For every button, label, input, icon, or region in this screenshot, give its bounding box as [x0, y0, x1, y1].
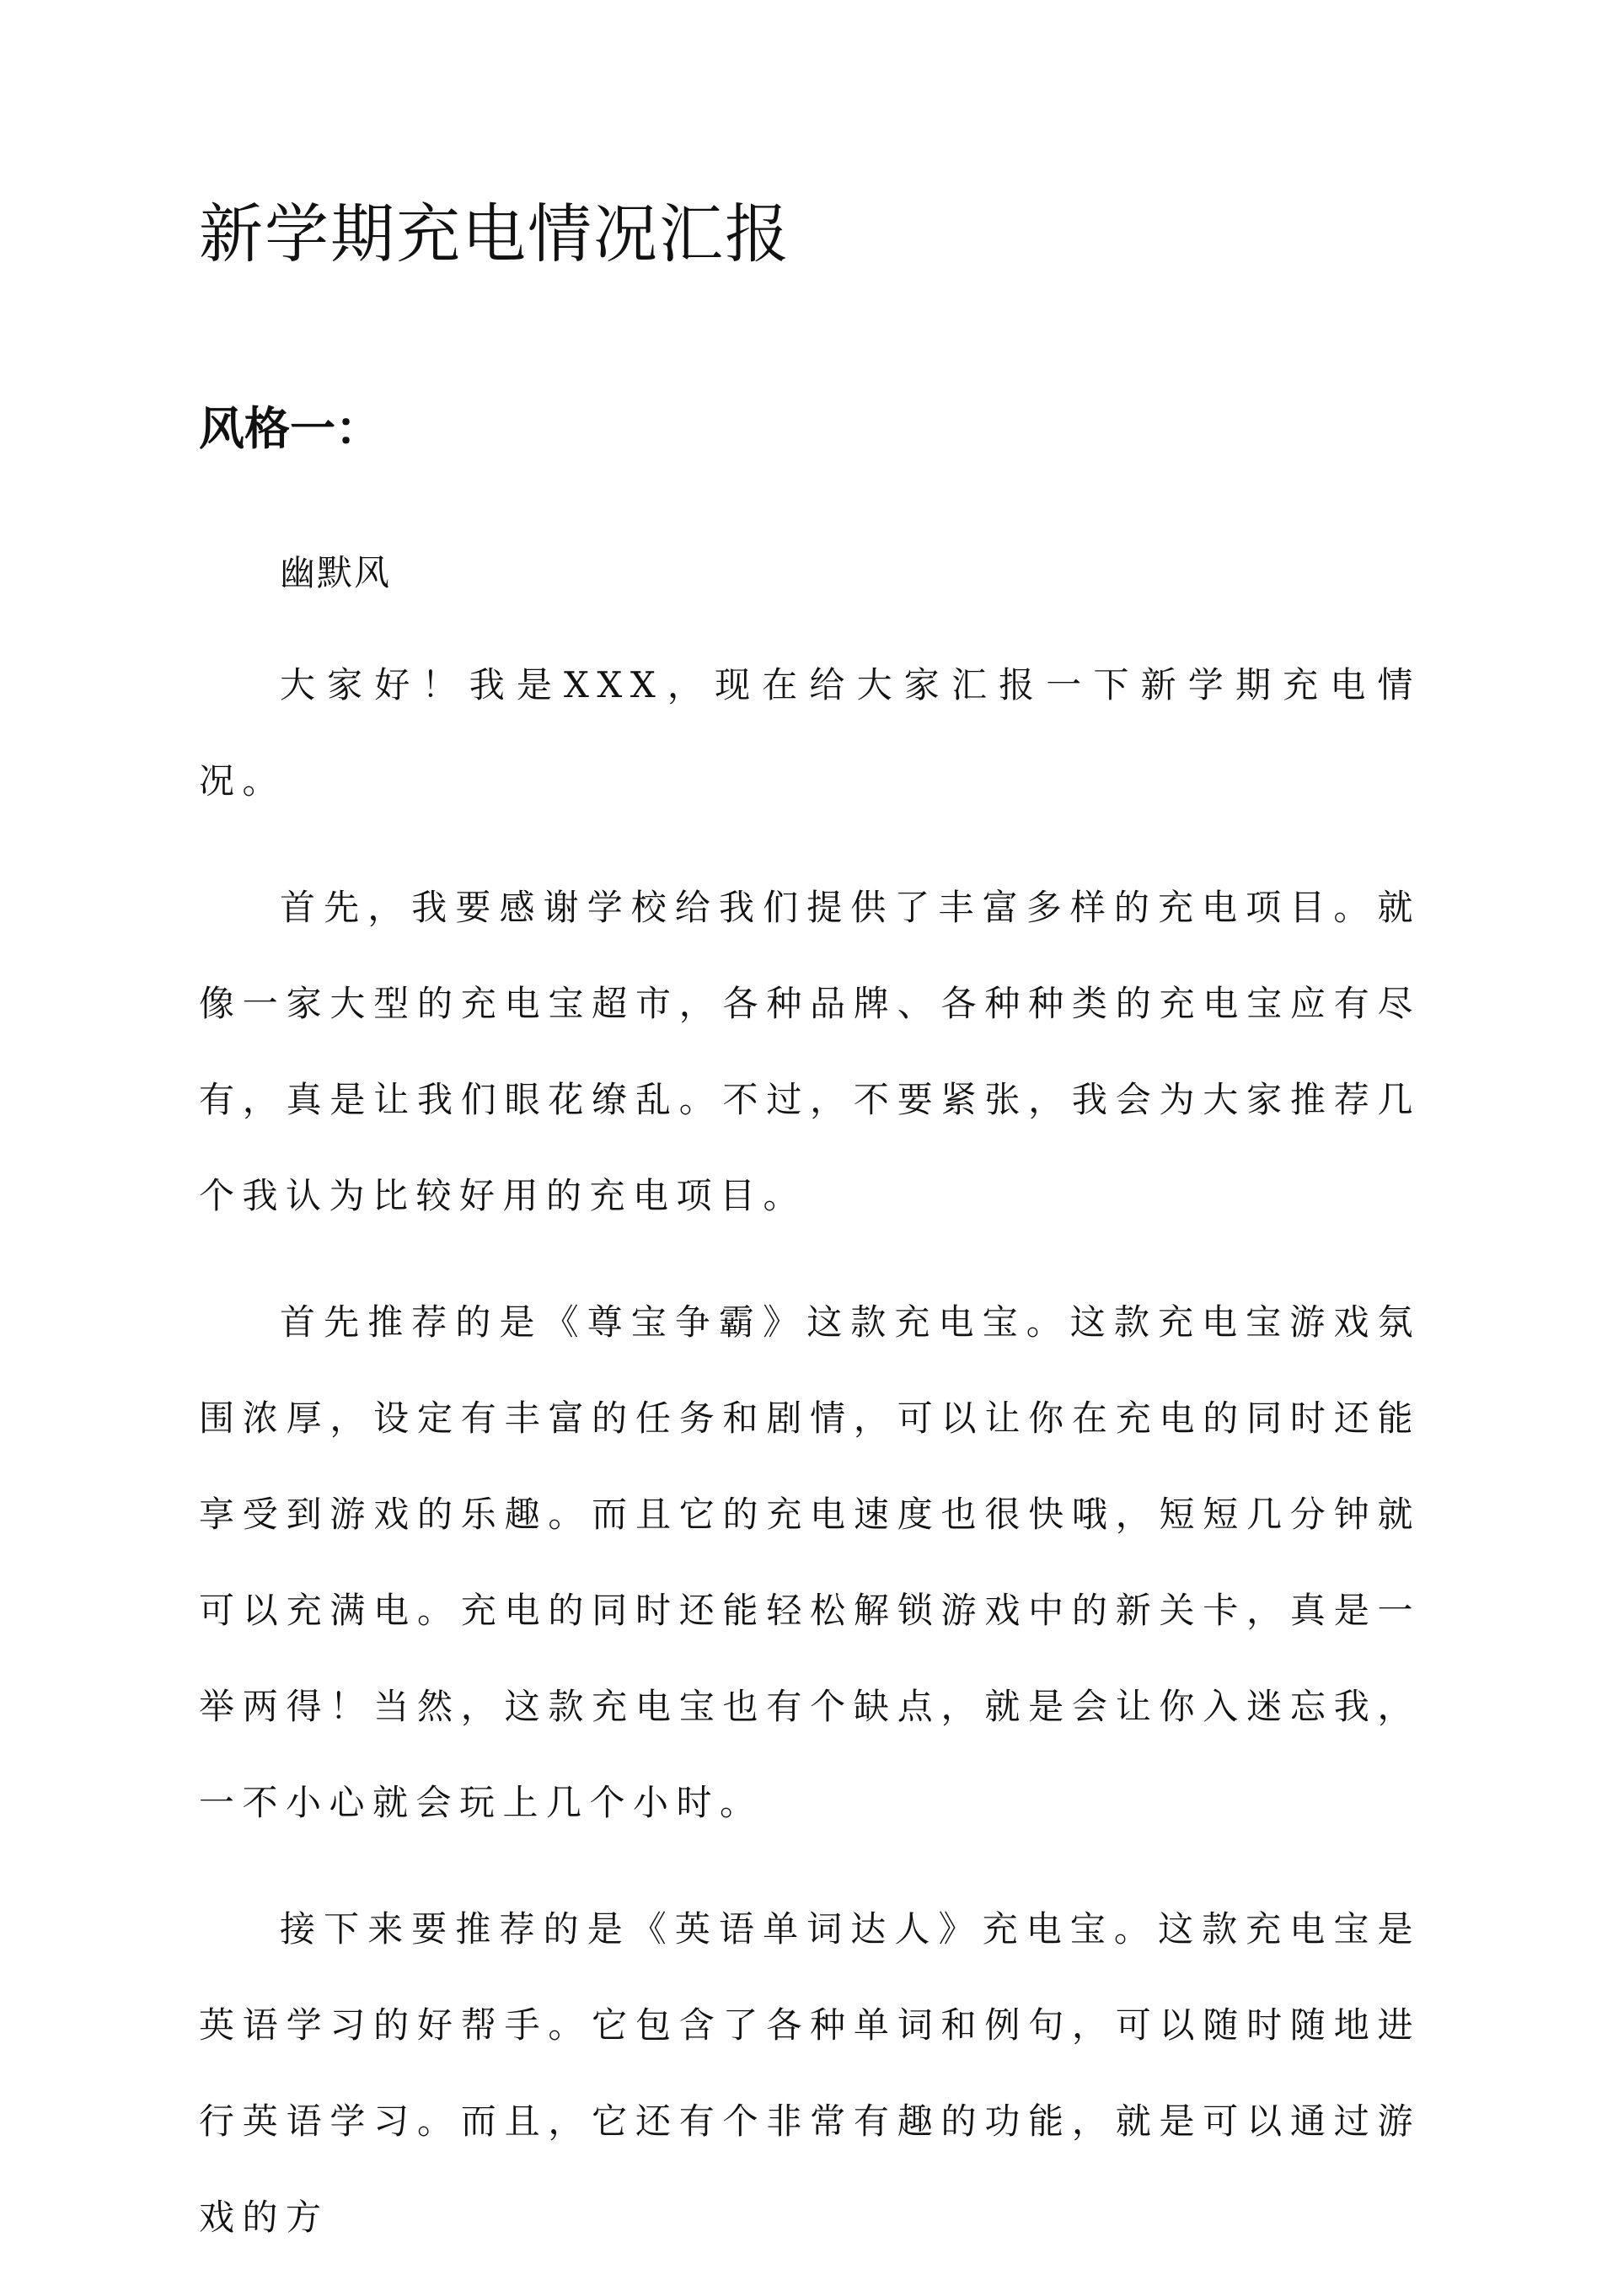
document-body — [199, 539, 1421, 2296]
paragraph-recommend-1: 首先推荐的是《尊宝争霸》这款充电宝。这款充电宝游戏氛围浓厚，设定有丰富的任务和剧情，可以让你在充电的同时还能享受到游戏的乐趣。而且它的充电速度也很快哦，短短几分钟就可以充满电。充电的同时还能轻松解锁游戏中的新关卡，真是一举两得！当然，这款充电宝也有个缺点，就是会让你入迷忘我，一不小心就会玩上几个小时。 — [199, 1301, 1421, 1823]
paragraph-intro: 首先，我要感谢学校给我们提供了丰富多样的充电项目。就像一家大型的充电宝超市，各种品牌、各种种类的充电宝应有尽有，真是让我们眼花缭乱。不过，不要紧张，我会为大家推荐几个我认为比较好用的充电项目。 — [199, 887, 1421, 1216]
paragraph-recommend-2: 接下来要推荐的是《英语单词达人》充电宝。这款充电宝是英语学习的好帮手。它包含了各种单词和例句，可以随时随地进行英语学习。而且，它还有个非常有趣的功能，就是可以通过游戏的方 — [199, 1908, 1421, 2238]
style-label: 幽默风 — [280, 552, 392, 593]
section-heading: 风格一： — [199, 401, 381, 455]
document-title: 新学期充电情况汇报 — [199, 196, 790, 271]
paragraph-greeting: 大家好！我是XXX，现在给大家汇报一下新学期充电情况。 — [199, 664, 1421, 802]
